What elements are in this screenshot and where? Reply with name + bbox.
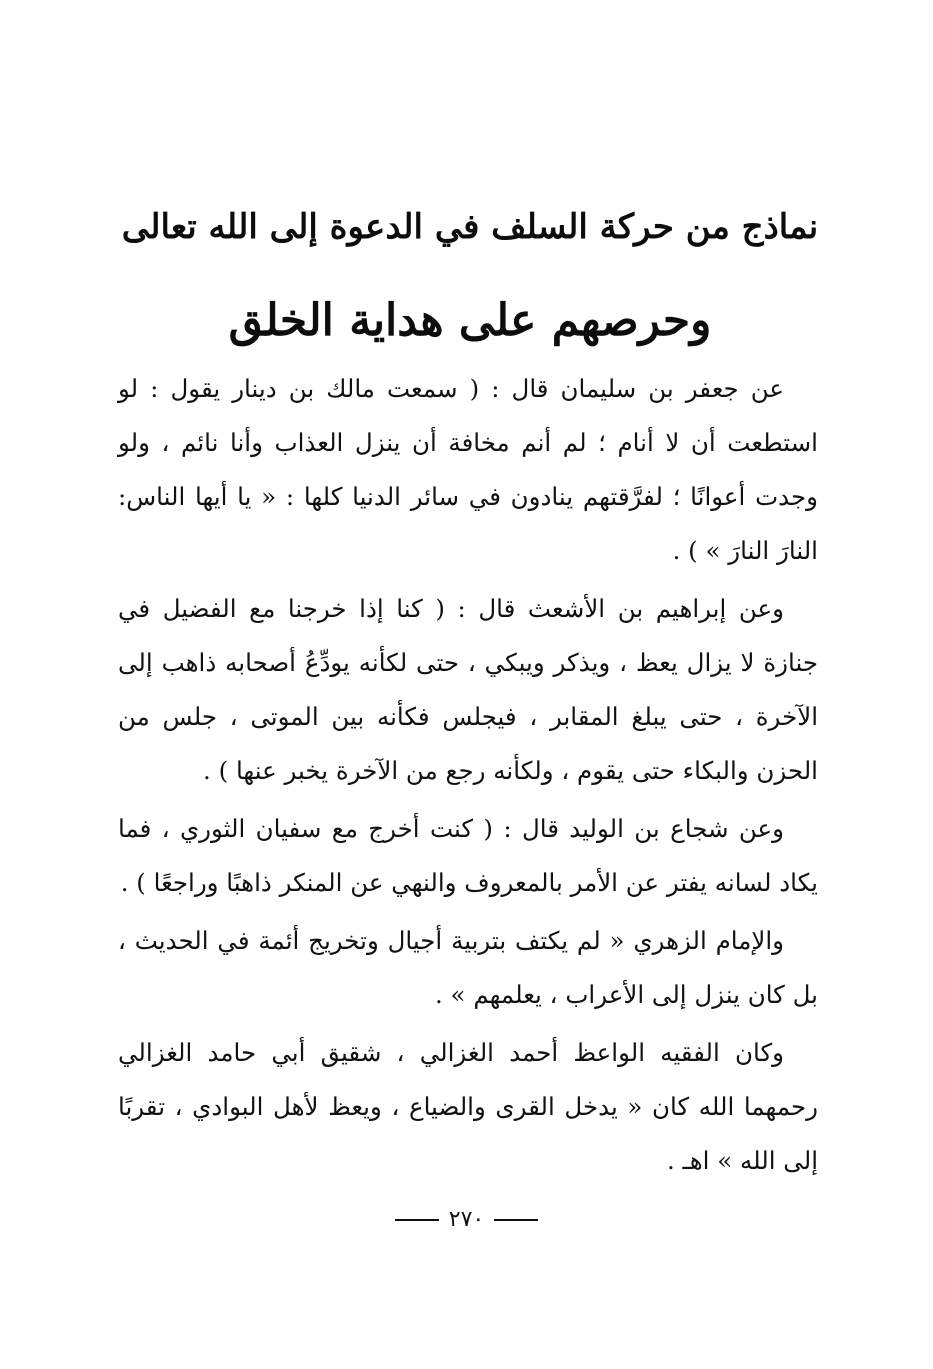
paragraph: وكان الفقيه الواعظ أحمد الغزالي ، شقيق أبي حامد الغزالي رحمهما الله كان « يدخل القرى والضياع ، ويعظ لأهل البوادي ، تقربًا إلى الله » اهـ . <box>118 1038 818 1175</box>
paragraph: وعن إبراهيم بن الأشعث قال : ( كنا إذا خرجنا مع الفضيل في جنازة لا يزال يعظ ، ويذكر ويبكي ، حتى لكأنه يودِّعُ أصحابه ذاهب إلى الآخرة ، حتى يبلغ المقابر ، فيجلس فكأنه بين الموتى ، جلس من الحزن والبكاء حتى يقوم ، ولكأنه رجع من الآخرة يخبر عنها ) . <box>118 594 818 785</box>
page-number-dash-right <box>494 1219 538 1221</box>
paragraph: والإمام الزهري « لم يكتف بتربية أجيال وتخريج أئمة في الحديث ، بل كان ينزل إلى الأعراب ، يعلمهم » . <box>118 926 818 1009</box>
chapter-title-line-2: وحرصهم على هداية الخلق <box>228 295 712 346</box>
paragraph: وعن شجاع بن الوليد قال : ( كنت أخرج مع سفيان الثوري ، فما يكاد لسانه يفتر عن الأمر بالمعروف والنهي عن المنكر ذاهبًا وراجعًا ) . <box>118 814 818 897</box>
paragraph: عن جعفر بن سليمان قال : ( سمعت مالك بن دينار يقول : لو استطعت أن لا أنام ؛ لم أنم مخافة أن ينزل العذاب وأنا نائم ، ولو وجدت أعوانًا ؛ لفرَّقتهم ينادون في سائر الدنيا كلها : « يا أيها الناس: النارَ النارَ » ) . <box>118 374 818 565</box>
chapter-title <box>120 180 820 368</box>
body-text <box>118 362 818 1192</box>
page-number-dash-left <box>395 1219 439 1221</box>
chapter-title-line-1: نماذج من حركة السلف في الدعوة إلى الله تعالى <box>121 207 819 247</box>
page-number <box>0 1200 933 1240</box>
page-number-value: ٢٧٠ <box>448 1207 485 1232</box>
